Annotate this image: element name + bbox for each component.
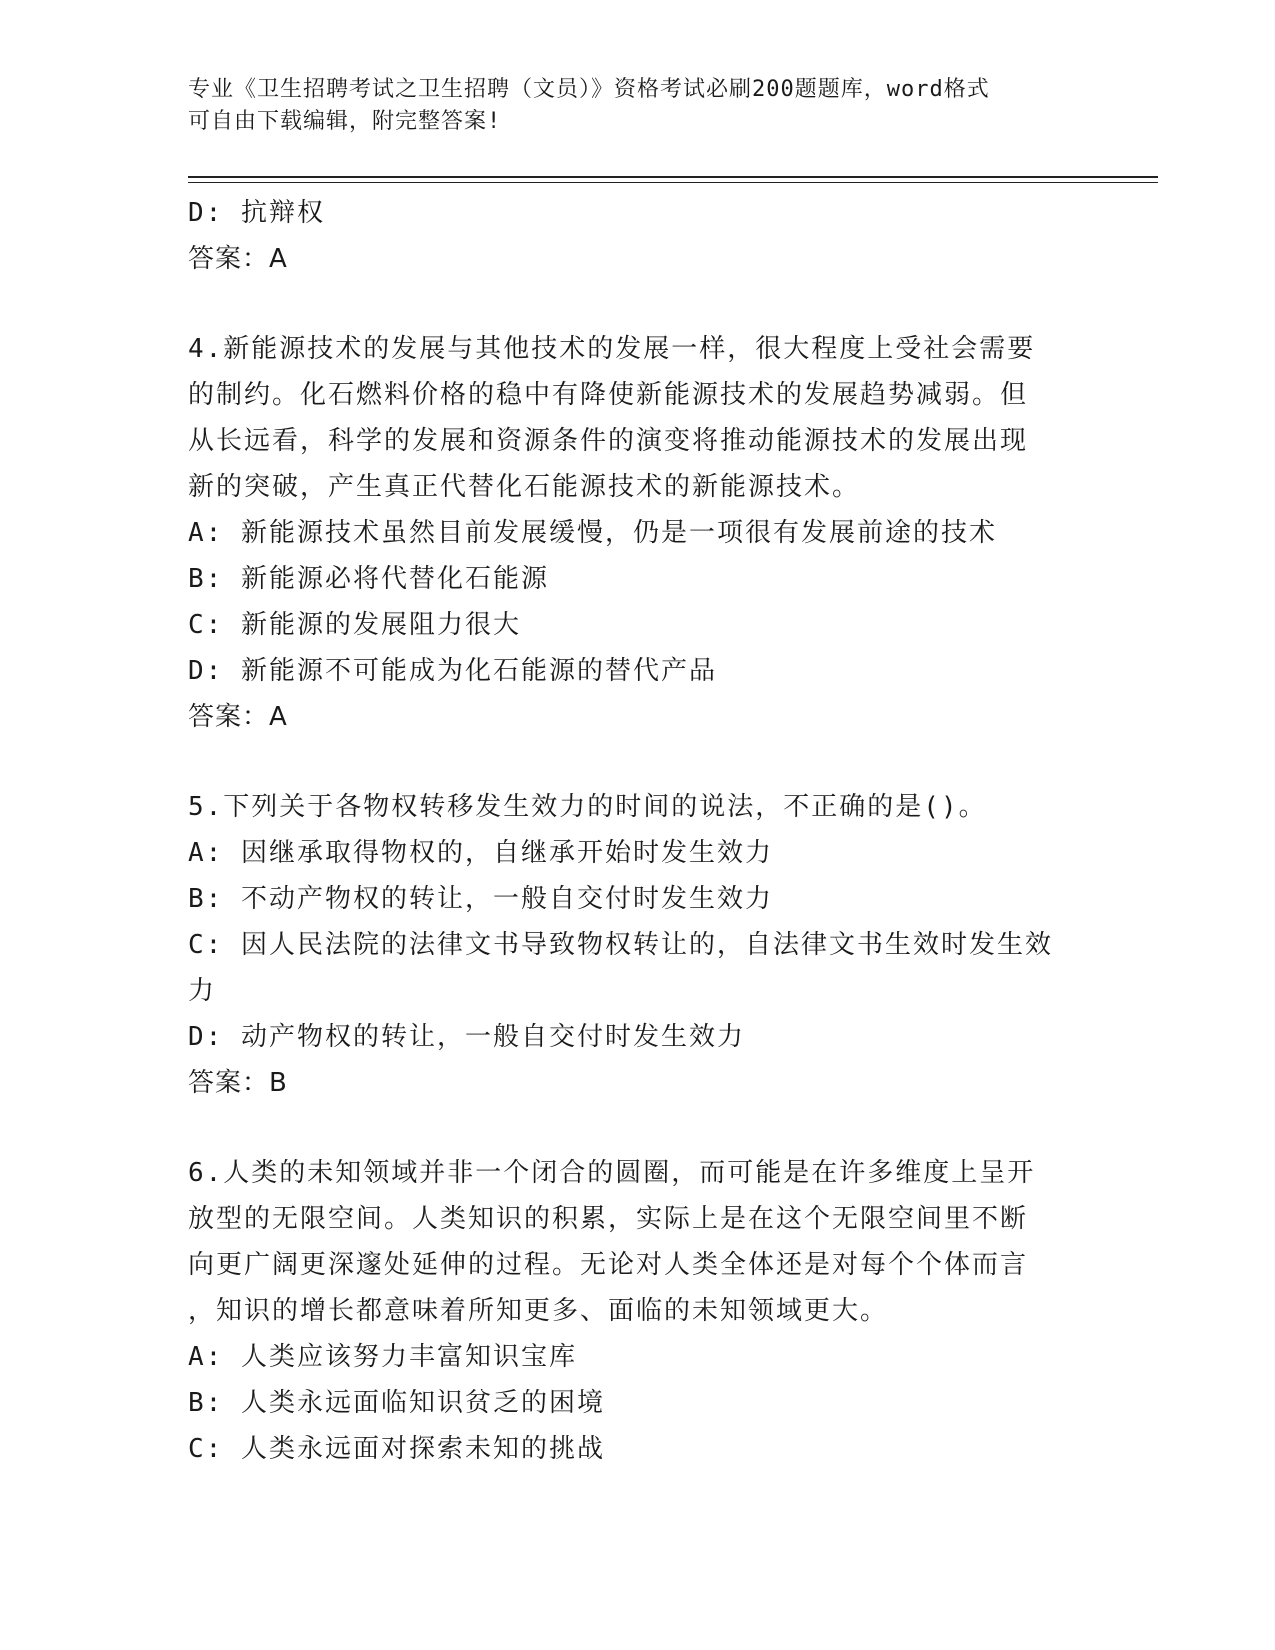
prev-question-answer: 答案：A (188, 244, 288, 274)
question-5-stem: 5.下列关于各物权转移发生效力的时间的说法，不正确的是()。 (188, 792, 987, 822)
question-4-stem-line-2: 的制约。化石燃料价格的稳中有降使新能源技术的发展趋势减弱。但 (188, 380, 1029, 410)
header-rule-thick (188, 176, 1158, 178)
question-6-stem-line-1: 6.人类的未知领域并非一个闭合的圆圈，而可能是在许多维度上呈开 (188, 1158, 1036, 1188)
question-6-stem-line-2: 放型的无限空间。人类知识的积累，实际上是在这个无限空间里不断 (188, 1204, 1029, 1234)
question-5-option-c-line-2: 力 (188, 976, 217, 1006)
question-4 (188, 326, 1088, 740)
document-header (188, 74, 1068, 138)
question-4-stem-line-3: 从长远看，科学的发展和资源条件的演变将推动能源技术的发展出现 (188, 426, 1029, 456)
spacer (188, 1106, 1088, 1150)
question-5-option-c-line-1: C: 因人民法院的法律文书导致物权转让的，自法律文书生效时发生效 (188, 930, 1053, 960)
question-6 (188, 1150, 1088, 1472)
question-4-option-d: D: 新能源不可能成为化石能源的替代产品 (188, 656, 717, 686)
question-6-option-b: B: 人类永远面临知识贫乏的困境 (188, 1388, 605, 1418)
question-5-option-a: A: 因继承取得物权的，自继承开始时发生效力 (188, 838, 773, 868)
prev-question-option-d: D: 抗辩权 (188, 198, 325, 228)
question-5 (188, 784, 1088, 1106)
question-5-option-b: B: 不动产物权的转让，一般自交付时发生效力 (188, 884, 773, 914)
question-4-stem-line-4: 新的突破，产生真正代替化石能源技术的新能源技术。 (188, 472, 861, 502)
question-4-option-c: C: 新能源的发展阻力很大 (188, 610, 521, 640)
question-4-stem-line-1: 4.新能源技术的发展与其他技术的发展一样，很大程度上受社会需要 (188, 334, 1036, 364)
question-5-option-d: D: 动产物权的转让，一般自交付时发生效力 (188, 1022, 745, 1052)
question-content (188, 190, 1088, 1472)
spacer (188, 740, 1088, 784)
question-5-answer: 答案：B (188, 1068, 288, 1098)
header-line-2: 可自由下载编辑，附完整答案! (188, 109, 502, 134)
question-4-option-b: B: 新能源必将代替化石能源 (188, 564, 549, 594)
header-rule-thin (188, 182, 1158, 183)
question-4-option-a: A: 新能源技术虽然目前发展缓慢，仍是一项很有发展前途的技术 (188, 518, 997, 548)
question-4-answer: 答案：A (188, 702, 288, 732)
question-6-option-a: A: 人类应该努力丰富知识宝库 (188, 1342, 577, 1372)
header-line-1: 专业《卫生招聘考试之卫生招聘（文员）》资格考试必刷200题题库，word格式 (188, 77, 990, 102)
question-6-option-c: C: 人类永远面对探索未知的挑战 (188, 1434, 605, 1464)
spacer (188, 282, 1088, 326)
question-6-stem-line-3: 向更广阔更深邃处延伸的过程。无论对人类全体还是对每个个体而言 (188, 1250, 1029, 1280)
question-6-stem-line-4: ，知识的增长都意味着所知更多、面临的未知领域更大。 (188, 1296, 889, 1326)
